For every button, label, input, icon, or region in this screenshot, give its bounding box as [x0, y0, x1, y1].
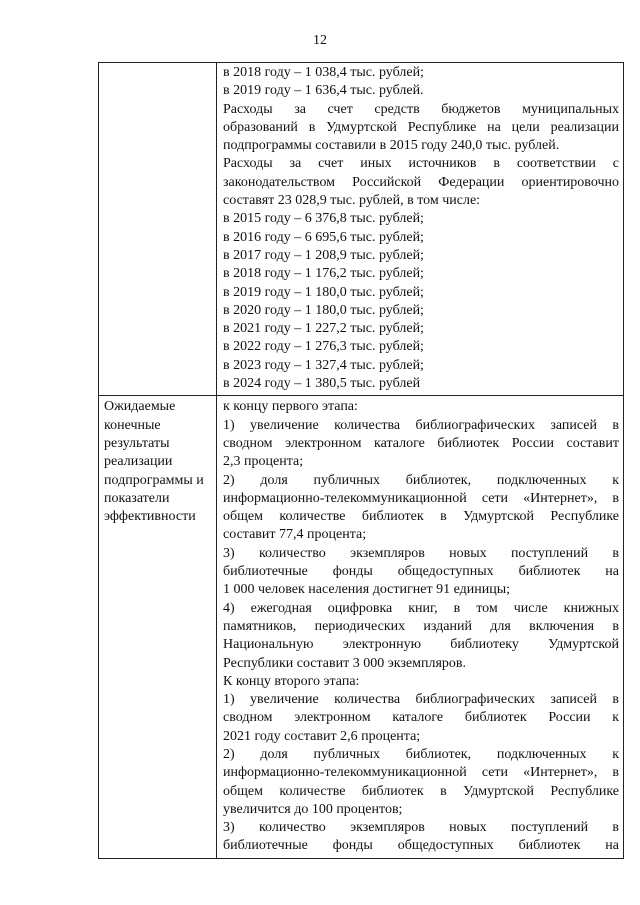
text-line: к концу первого этапа: [223, 399, 358, 415]
program-passport-table [98, 62, 624, 859]
text-line: общем количестве библиотек в Удмуртской Республике [223, 509, 619, 525]
text-line: К концу второго этапа: [223, 673, 360, 689]
text-line: законодательством Российской Федерации ориентировочно [223, 174, 619, 190]
text-line: общем количестве библиотек в Удмуртской Республике [223, 783, 619, 799]
text-line: в 2023 году – 1 327,4 тыс. рублей; [223, 357, 424, 373]
text-line: в 2015 году – 6 376,8 тыс. рублей; [223, 211, 424, 227]
row-content-cell [217, 63, 624, 396]
text-line: 2) доля публичных библиотек, подключенных к [223, 472, 619, 488]
row-label-cell [99, 396, 217, 858]
text-line: в 2019 году – 1 636,4 тыс. рублей. [223, 83, 424, 99]
text-line: 2,3 процента; [223, 454, 304, 470]
text-line: Расходы за счет средств бюджетов муниципальных [223, 101, 619, 117]
text-line: 4) ежегодная оцифровка книг, в том числе книжных [223, 600, 619, 616]
text-line: 1) увеличение количества библиографических записей в [223, 417, 619, 433]
text-line: Расходы за счет иных источников в соответствии с [223, 156, 619, 172]
text-line: сводном электронном каталоге библиотек России составит [223, 435, 619, 451]
text-line: Национальную электронную библиотеку Удмуртской [223, 637, 619, 653]
funding-text [223, 64, 619, 393]
text-line: 1) увеличение количества библиографических записей в [223, 692, 619, 708]
text-line: в 2019 году – 1 180,0 тыс. рублей; [223, 284, 424, 300]
text-line: в 2018 году – 1 176,2 тыс. рублей; [223, 266, 424, 282]
text-line: в 2018 году – 1 038,4 тыс. рублей; [223, 65, 424, 80]
text-line: 3) количество экземпляров новых поступлений в [223, 820, 619, 836]
text-line: составят 23 028,9 тыс. рублей, в том числе: [223, 193, 481, 209]
text-line: памятников, периодических изданий для включения в [223, 618, 619, 634]
table-row [99, 396, 624, 858]
text-line: в 2016 году – 6 695,6 тыс. рублей; [223, 229, 424, 245]
text-line: в 2020 году – 1 180,0 тыс. рублей; [223, 302, 424, 318]
text-line: в 2022 году – 1 276,3 тыс. рублей; [223, 339, 424, 355]
label-line: результаты [104, 435, 170, 451]
text-line: библиотечные фонды общедоступных библиотек на [223, 564, 619, 580]
text-line: в 2024 году – 1 380,5 тыс. рублей [223, 376, 421, 392]
row-label-cell [99, 63, 217, 396]
text-line: 1 000 человек населения достигнет 91 единицы; [223, 582, 510, 598]
label-line: Ожидаемые [104, 399, 176, 415]
label-line: реализации [104, 454, 173, 470]
label-line: показатели [104, 490, 170, 506]
label-line: подпрограммы и [104, 472, 204, 488]
expected-results-label [104, 398, 216, 526]
text-line: составит 77,4 процента; [223, 527, 367, 543]
text-line: Республики составит 3 000 экземпляров. [223, 655, 466, 671]
row-content-cell [217, 396, 624, 858]
text-line: библиотечные фонды общедоступных библиотек на [223, 838, 619, 854]
text-line: в 2017 году – 1 208,9 тыс. рублей; [223, 247, 424, 263]
text-line: образований в Удмуртской Республике на цели реализации [223, 119, 619, 135]
text-line: увеличится до 100 процентов; [223, 801, 403, 817]
text-line: 3) количество экземпляров новых поступлений в [223, 545, 619, 561]
expected-results-text [223, 398, 619, 855]
text-line: подпрограммы составили в 2015 году 240,0 тыс. рублей. [223, 138, 560, 154]
page-number: 12 [313, 33, 327, 48]
text-line: 2021 году составит 2,6 процента; [223, 728, 421, 744]
text-line: 2) доля публичных библиотек, подключенных к [223, 746, 619, 762]
text-line: информационно-телекоммуникационной сети «Интернет», в [223, 765, 619, 781]
table-row [99, 63, 624, 396]
text-line: в 2021 году – 1 227,2 тыс. рублей; [223, 321, 424, 337]
text-line: информационно-телекоммуникационной сети «Интернет», в [223, 490, 619, 506]
label-line: конечные [104, 417, 161, 433]
text-line: сводном электронном каталоге библиотек России к [223, 710, 619, 726]
label-line: эффективности [104, 509, 196, 525]
